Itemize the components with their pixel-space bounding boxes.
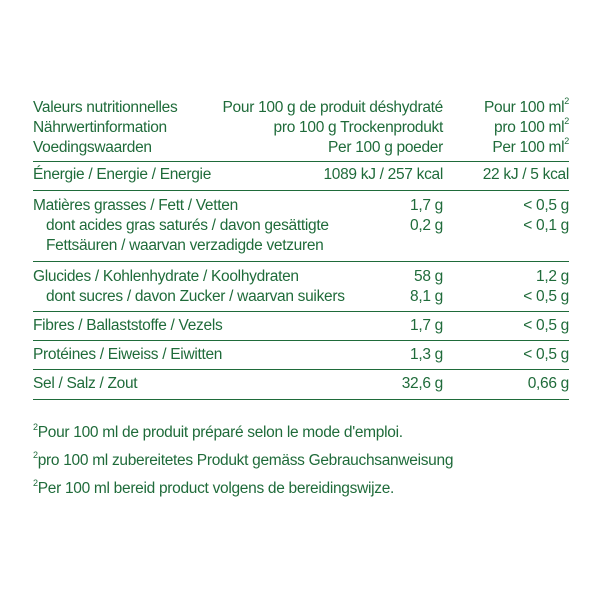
saturates-row xyxy=(33,216,569,236)
sugars-row xyxy=(33,287,569,307)
divider xyxy=(33,261,569,262)
divider xyxy=(33,311,569,312)
protein-100ml: < 0,5 g xyxy=(523,346,569,363)
sugars-label: dont sucres / davon Zucker / waarvan suikers xyxy=(46,288,345,305)
fibre-label: Fibres / Ballaststoffe / Vezels xyxy=(33,317,223,334)
fat-label: Matières grasses / Fett / Vetten xyxy=(33,197,238,214)
carbs-100ml: 1,2 g xyxy=(536,268,569,285)
carbs-100g: 58 g xyxy=(414,268,443,285)
saturates-row-cont xyxy=(33,236,569,256)
energy-100g: 1089 kJ / 257 kcal xyxy=(323,166,443,183)
fibre-100g: 1,7 g xyxy=(410,317,443,334)
protein-label: Protéines / Eiweiss / Eiwitten xyxy=(33,346,223,363)
saturates-label-cont: Fettsäuren / waarvan verzadigde vetzuren xyxy=(46,237,324,254)
fibre-row xyxy=(33,316,569,338)
carbs-row xyxy=(33,267,569,287)
energy-row xyxy=(33,165,569,187)
protein-row xyxy=(33,345,569,367)
salt-row xyxy=(33,374,569,396)
header-100ml-fr: Pour 100 $ml^2$ xyxy=(484,95,569,116)
header-100g-nl: Per 100 g poeder xyxy=(328,139,443,156)
carbs-label: Glucides / Kohlenhydrate / Koolhydraten xyxy=(33,268,299,285)
salt-100g: 32,6 g xyxy=(401,375,443,392)
divider xyxy=(33,190,569,191)
sugars-100ml: < 0,5 g xyxy=(523,288,569,305)
header-100ml-de: pro 100 $ml^2$ xyxy=(494,115,569,136)
header-row-nl xyxy=(33,135,569,158)
divider xyxy=(33,340,569,341)
divider xyxy=(33,161,569,162)
fat-row xyxy=(33,196,569,216)
footnote-nl: $^2$Per 100 ml bereid product volgens de bereidingswijze. xyxy=(33,477,395,497)
header-100ml-nl: Per 100 $ml^2$ xyxy=(492,135,569,156)
nutrition-table xyxy=(33,95,569,400)
energy-100ml: 22 kJ / 5 kcal xyxy=(482,166,569,183)
saturates-100g: 0,2 g xyxy=(410,217,443,234)
header-100g-fr: Pour 100 g de produit déshydraté xyxy=(222,99,443,116)
header-row-fr xyxy=(33,95,569,118)
divider xyxy=(33,369,569,370)
salt-label: Sel / Salz / Zout xyxy=(33,375,138,392)
divider xyxy=(33,399,569,400)
header-label-de: Nährwertinformation xyxy=(33,119,167,136)
sugars-100g: 8,1 g xyxy=(410,288,443,305)
header-row-de xyxy=(33,115,569,138)
fibre-100ml: < 0,5 g xyxy=(523,317,569,334)
footnote-fr: $^2$Pour 100 ml de produit préparé selon le mode d'emploi. xyxy=(33,421,403,441)
energy-label: Énergie / Energie / Energie xyxy=(33,166,212,183)
fat-100ml: < 0,5 g xyxy=(523,197,569,214)
header-100g-de: pro 100 g Trockenprodukt xyxy=(273,119,443,136)
header-label-nl: Voedingswaarden xyxy=(33,139,152,156)
footnote-de: $^2$pro 100 ml zubereitetes Produkt gemäss Gebrauchsanweisung xyxy=(33,449,454,469)
saturates-label: dont acides gras saturés / davon gesättigte xyxy=(46,217,329,234)
salt-100ml: 0,66 g xyxy=(527,375,569,392)
protein-100g: 1,3 g xyxy=(410,346,443,363)
fat-100g: 1,7 g xyxy=(410,197,443,214)
saturates-100ml: < 0,1 g xyxy=(523,217,569,234)
header-label-fr: Valeurs nutritionnelles xyxy=(33,99,178,116)
